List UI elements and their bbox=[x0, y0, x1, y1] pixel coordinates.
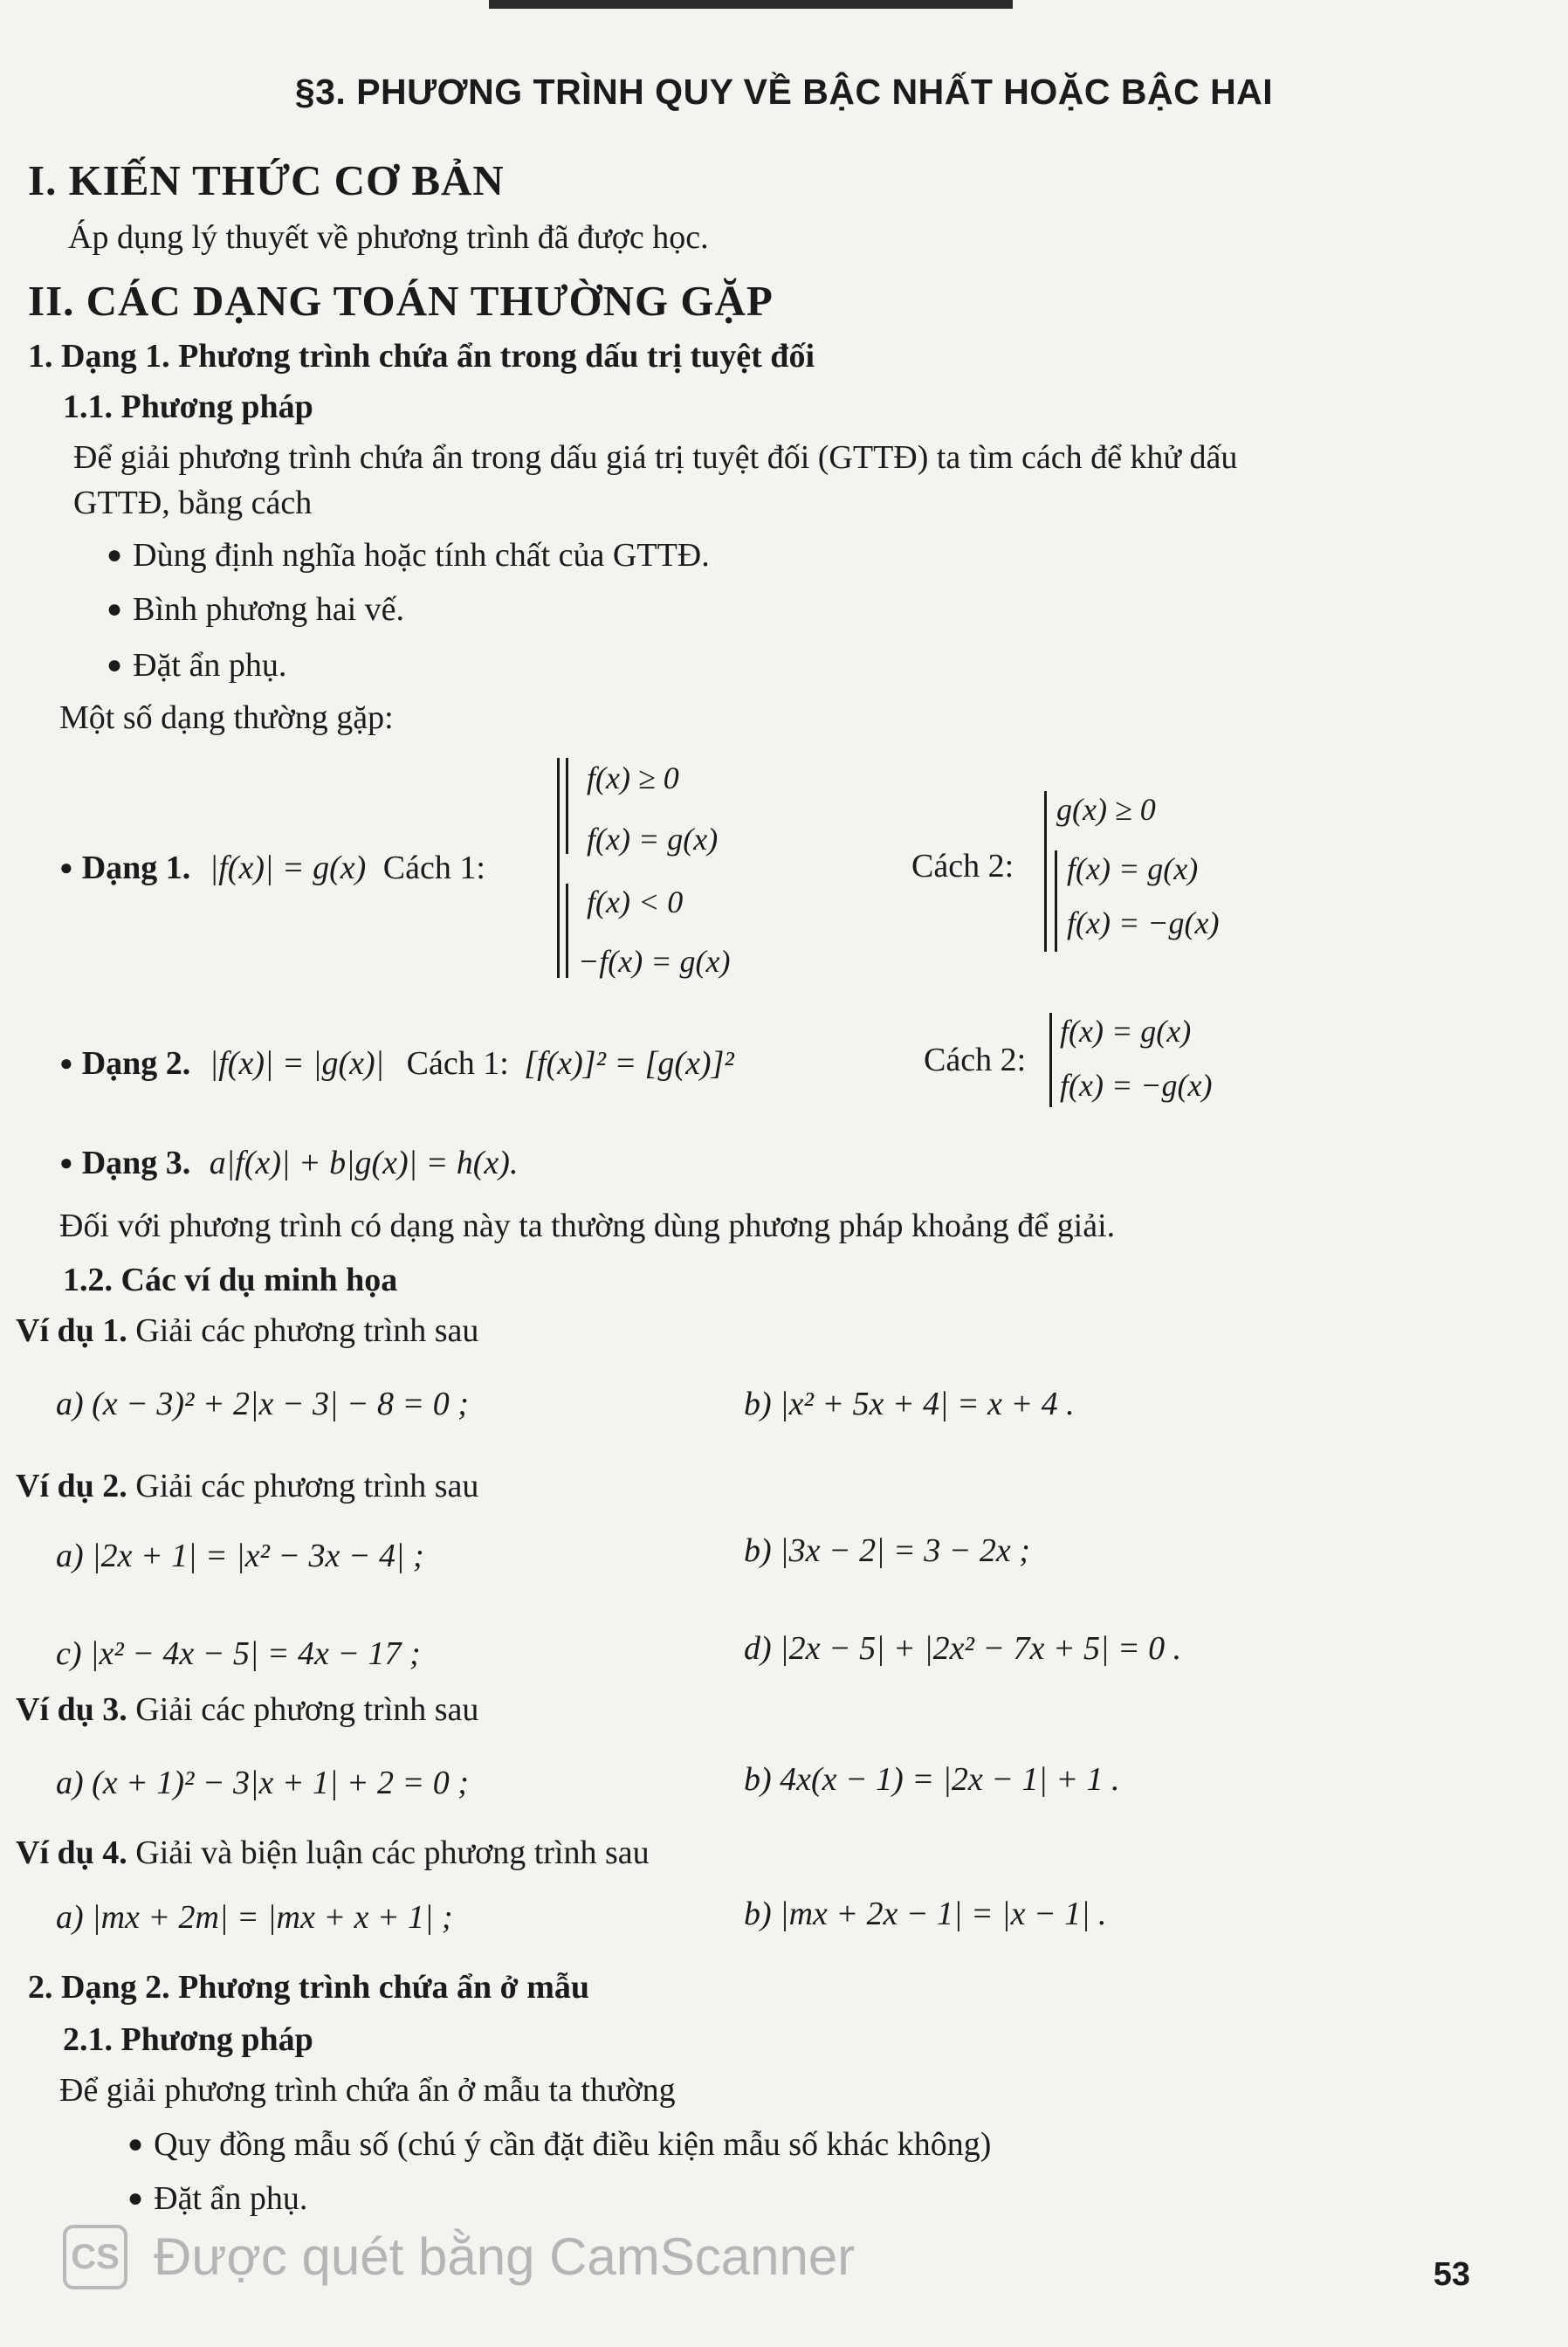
form1-label: Dạng 1. bbox=[81, 850, 191, 886]
system-line: f(x) = g(x) bbox=[1060, 1014, 1192, 1049]
system-line: −f(x) = g(x) bbox=[578, 944, 731, 979]
bullet-text: Đặt ẩn phụ. bbox=[154, 2180, 308, 2217]
bullet-item bbox=[107, 536, 710, 575]
form1-way2-brace bbox=[1044, 791, 1047, 952]
form1-row bbox=[59, 849, 485, 887]
example-text: Giải các phương trình sau bbox=[135, 1691, 479, 1728]
form1-big-bracket bbox=[557, 758, 560, 978]
bullet-text: Dùng định nghĩa hoặc tính chất của GTTĐ. bbox=[133, 537, 710, 574]
form2-label: Dạng 2. bbox=[81, 1045, 191, 1082]
form2-way1-equation: [f(x)]² = [g(x)]² bbox=[524, 1045, 734, 1082]
example-item: c) |x² − 4x − 5| = 4x − 17 ; bbox=[56, 1635, 421, 1672]
form3-equation: a|f(x)| + b|g(x)| = h(x). bbox=[209, 1145, 519, 1181]
top-edge-bar bbox=[489, 0, 1013, 9]
system-line: f(x) < 0 bbox=[587, 884, 684, 919]
forms-intro: Một số dạng thường gặp: bbox=[59, 699, 394, 736]
dang1-method-text-1: Để giải phương trình chứa ẩn trong dấu giá trị tuyệt đối (GTTĐ) ta tìm cách để khử dấu bbox=[73, 439, 1238, 476]
camscanner-logo: CS bbox=[63, 2225, 127, 2289]
dang2-method-heading: 2.1. Phương pháp bbox=[63, 2021, 313, 2058]
form2-equation: |f(x)| = |g(x)| bbox=[209, 1045, 385, 1082]
example-item: b) |x² + 5x + 4| = x + 4 . bbox=[744, 1386, 1075, 1422]
bullet-dot-icon: ● bbox=[59, 1150, 73, 1175]
example-text: Giải và biện luận các phương trình sau bbox=[135, 1834, 650, 1871]
example-item: d) |2x − 5| + |2x² − 7x + 5| = 0 . bbox=[744, 1630, 1182, 1667]
form2-way2-label: Cách 2: bbox=[924, 1042, 1027, 1078]
example-item: b) |3x − 2| = 3 − 2x ; bbox=[744, 1532, 1030, 1569]
bullet-dot-icon: ● bbox=[107, 595, 123, 623]
kien-thuc-text: Áp dụng lý thuyết về phương trình đã được học. bbox=[68, 219, 709, 256]
form3-row bbox=[59, 1144, 518, 1182]
dang2-heading: 2. Dạng 2. Phương trình chứa ẩn ở mẫu bbox=[28, 1969, 590, 2006]
bullet-item bbox=[127, 2179, 307, 2218]
example-label: Ví dụ 1. bbox=[16, 1312, 127, 1349]
example-2-header bbox=[16, 1467, 478, 1505]
form2-row bbox=[59, 1044, 734, 1083]
bullet-dot-icon: ● bbox=[127, 2184, 144, 2213]
form2-way1-label: Cách 1: bbox=[406, 1045, 509, 1082]
form3-label: Dạng 3. bbox=[81, 1145, 191, 1181]
example-text: Giải các phương trình sau bbox=[135, 1468, 479, 1504]
form3-note: Đối với phương trình có dạng này ta thường dùng phương pháp khoảng để giải. bbox=[59, 1208, 1116, 1244]
form1-equation: |f(x)| = g(x) bbox=[209, 850, 367, 886]
heading-cac-dang-toan: II. CÁC DẠNG TOÁN THƯỜNG GẶP bbox=[28, 277, 774, 325]
system-line: f(x) ≥ 0 bbox=[587, 761, 679, 795]
form2-way2-bracket bbox=[1049, 1013, 1052, 1107]
example-item: b) |mx + 2x − 1| = |x − 1| . bbox=[744, 1896, 1107, 1932]
example-label: Ví dụ 2. bbox=[16, 1468, 127, 1504]
example-item: b) 4x(x − 1) = |2x − 1| + 1 . bbox=[744, 1761, 1120, 1798]
system-line: g(x) ≥ 0 bbox=[1056, 792, 1156, 827]
bullet-text: Quy đồng mẫu số (chú ý cần đặt điều kiện mẫu số khác không) bbox=[154, 2126, 992, 2163]
form1-way1-label: Cách 1: bbox=[382, 850, 485, 886]
bullet-text: Bình phương hai vế. bbox=[133, 591, 405, 628]
example-label: Ví dụ 3. bbox=[16, 1691, 127, 1728]
system-line: f(x) = g(x) bbox=[587, 822, 719, 857]
bullet-dot-icon: ● bbox=[107, 540, 123, 569]
example-item: a) |2x + 1| = |x² − 3x − 4| ; bbox=[56, 1538, 424, 1574]
bullet-item bbox=[107, 646, 286, 685]
page-number: 53 bbox=[1433, 2256, 1470, 2293]
dang2-method-text: Để giải phương trình chứa ẩn ở mẫu ta thường bbox=[59, 2072, 676, 2109]
form1-brace-top bbox=[566, 758, 568, 854]
bullet-dot-icon: ● bbox=[59, 1050, 73, 1076]
system-line: f(x) = −g(x) bbox=[1060, 1068, 1213, 1103]
dang1-method-heading: 1.1. Phương pháp bbox=[63, 389, 313, 425]
example-label: Ví dụ 4. bbox=[16, 1834, 127, 1871]
form1-way2-bracket bbox=[1055, 850, 1057, 952]
dang1-heading: 1. Dạng 1. Phương trình chứa ẩn trong dấu trị tuyệt đối bbox=[28, 338, 815, 375]
example-item: a) (x + 1)² − 3|x + 1| + 2 = 0 ; bbox=[56, 1765, 469, 1801]
system-line: f(x) = g(x) bbox=[1067, 851, 1199, 886]
form1-way2-label: Cách 2: bbox=[911, 848, 1014, 884]
example-item: a) |mx + 2m| = |mx + x + 1| ; bbox=[56, 1899, 453, 1936]
bullet-item bbox=[107, 590, 404, 629]
example-item: a) (x − 3)² + 2|x − 3| − 8 = 0 ; bbox=[56, 1386, 469, 1422]
example-3-header bbox=[16, 1690, 478, 1729]
examples-heading: 1.2. Các ví dụ minh họa bbox=[63, 1262, 398, 1298]
bullet-dot-icon: ● bbox=[59, 855, 73, 880]
dang1-method-text-2: GTTĐ, bằng cách bbox=[73, 485, 313, 521]
system-line: f(x) = −g(x) bbox=[1067, 905, 1220, 940]
heading-kien-thuc: I. KIẾN THỨC CƠ BẢN bbox=[28, 156, 505, 204]
form1-brace-bottom bbox=[566, 884, 568, 978]
bullet-dot-icon: ● bbox=[107, 650, 123, 679]
example-text: Giải các phương trình sau bbox=[135, 1312, 479, 1349]
section-title: §3. PHƯƠNG TRÌNH QUY VỀ BẬC NHẤT HOẶC BẬC HAI bbox=[294, 72, 1274, 112]
example-4-header bbox=[16, 1834, 650, 1872]
bullet-dot-icon: ● bbox=[127, 2130, 144, 2158]
camscanner-watermark: Được quét bằng CamScanner bbox=[154, 2227, 856, 2286]
bullet-text: Đặt ẩn phụ. bbox=[133, 647, 287, 684]
bullet-item bbox=[127, 2125, 991, 2164]
example-1-header bbox=[16, 1311, 478, 1350]
